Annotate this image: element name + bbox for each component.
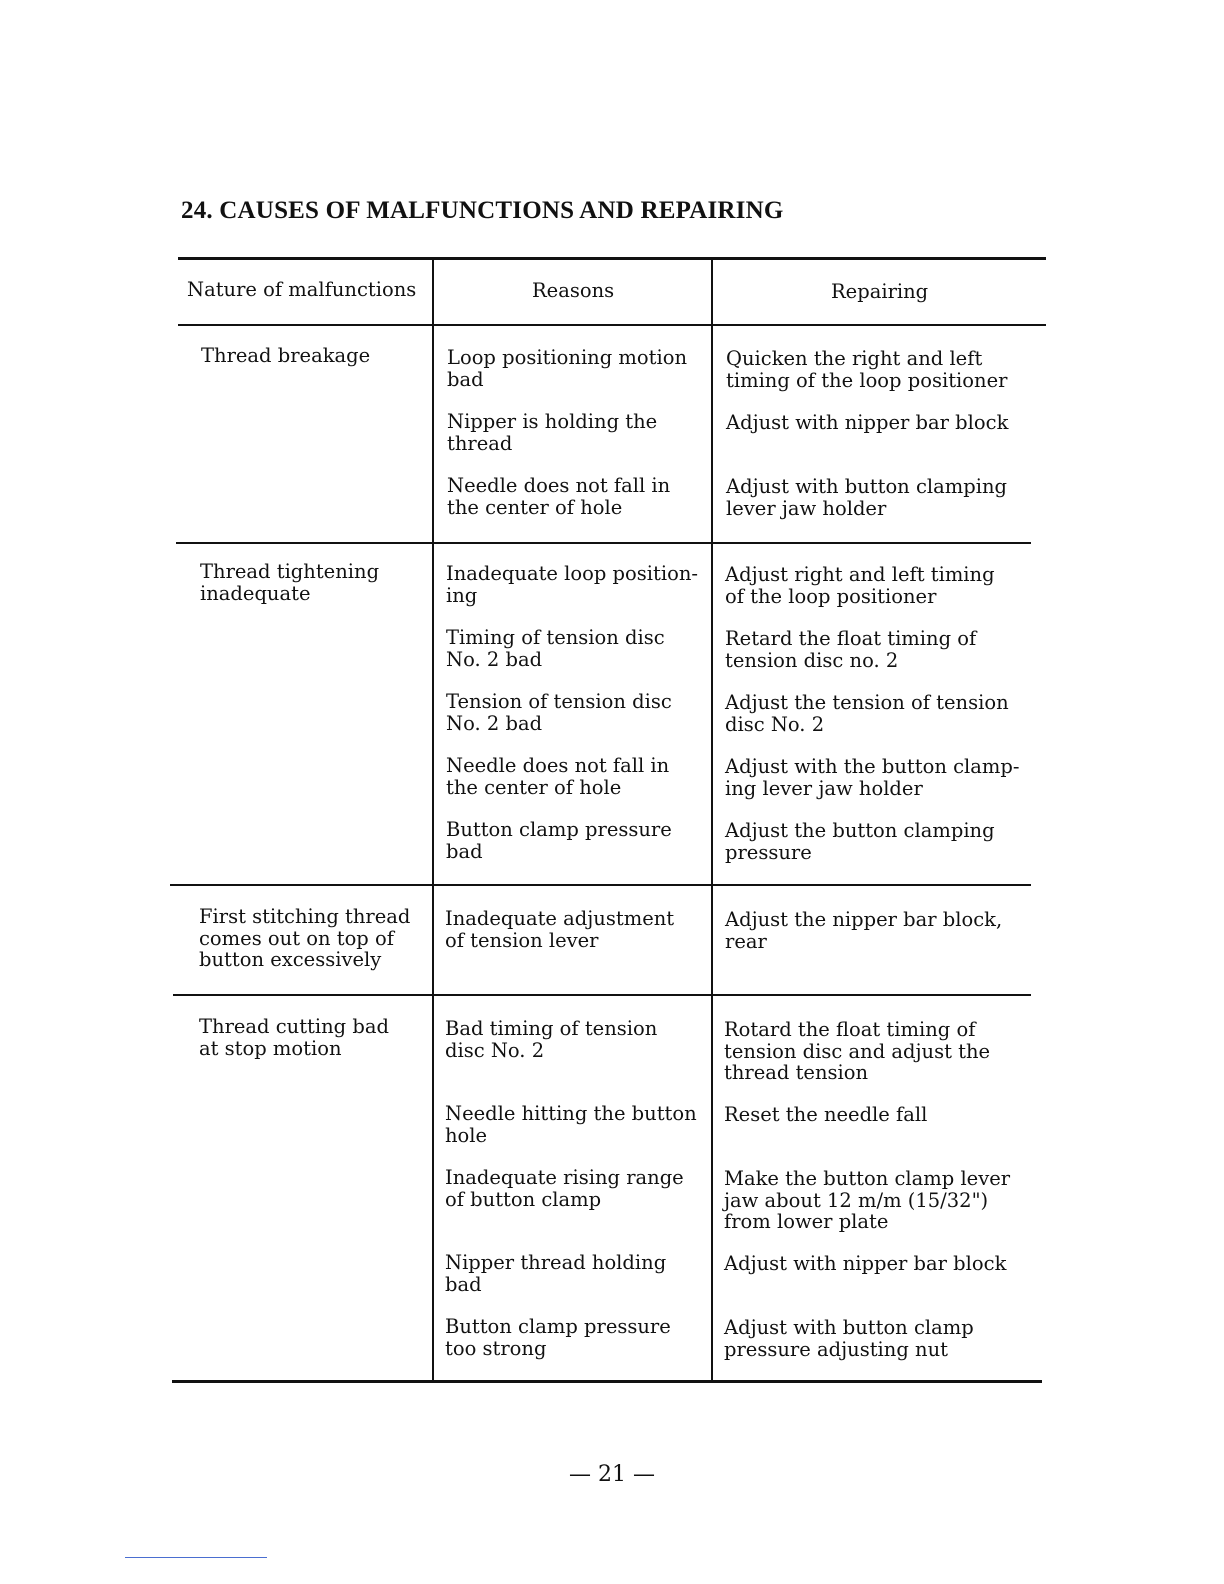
reason-cell: Button clamp pressure bad (446, 818, 672, 863)
group-divider (176, 542, 1031, 544)
repair-cell: Rotard the float timing of tension disc and adjust the thread tension (724, 1018, 991, 1084)
malfunction-cell: First stitching thread comes out on top of button excessively (199, 905, 411, 971)
header-nature: Nature of malfunctions (187, 278, 417, 301)
repair-cell: Adjust right and left timing of the loop positioner (725, 563, 995, 608)
repair-cell: Adjust with button clamping lever jaw holder (726, 475, 1007, 520)
reason-cell: Needle hitting the button hole (445, 1102, 697, 1147)
repair-cell: Retard the float timing of tension disc no. 2 (725, 627, 977, 672)
repair-cell: Adjust the nipper bar block, rear (725, 908, 1003, 953)
repair-cell: Make the button clamp lever jaw about 12 m/m (15/32") from lower plate (724, 1167, 1011, 1233)
repair-cell: Adjust with nipper bar block (726, 411, 1009, 434)
malfunction-cell: Thread breakage (201, 344, 371, 367)
reason-cell: Loop positioning motion bad (447, 346, 688, 391)
repair-cell: Adjust the tension of tension disc No. 2 (725, 691, 1009, 736)
reason-cell: Bad timing of tension disc No. 2 (445, 1017, 658, 1062)
group-divider (170, 884, 1031, 886)
repair-cell: Adjust with button clamp pressure adjusting nut (724, 1316, 974, 1361)
repair-cell: Adjust the button clamping pressure (725, 819, 995, 864)
repair-cell: Adjust with the button clamp- ing lever jaw holder (725, 755, 1020, 800)
column-divider (432, 258, 434, 1381)
section-heading: 24. CAUSES OF MALFUNCTIONS AND REPAIRING (181, 197, 784, 224)
column-divider (711, 258, 713, 1381)
reason-cell: Inadequate adjustment of tension lever (445, 907, 675, 952)
repair-cell: Quicken the right and left timing of the loop positioner (726, 347, 1008, 392)
header-bottom-rule (178, 324, 1046, 326)
reason-cell: Button clamp pressure too strong (445, 1315, 671, 1360)
table-bottom-rule (172, 1380, 1042, 1383)
header-reasons: Reasons (532, 279, 615, 302)
footer-rule (125, 1557, 267, 1558)
group-divider (173, 994, 1031, 996)
reason-cell: Inadequate loop position- ing (446, 562, 698, 607)
page-number: — 21 — (569, 1462, 655, 1487)
reason-cell: Nipper thread holding bad (445, 1251, 667, 1296)
repair-cell: Reset the needle fall (724, 1103, 928, 1126)
table-top-rule (178, 257, 1046, 260)
repair-cell: Adjust with nipper bar block (724, 1252, 1007, 1275)
reason-cell: Needle does not fall in the center of hole (446, 754, 670, 799)
reason-cell: Timing of tension disc No. 2 bad (446, 626, 665, 671)
reason-cell: Nipper is holding the thread (447, 410, 658, 455)
reason-cell: Inadequate rising range of button clamp (445, 1166, 684, 1211)
reason-cell: Tension of tension disc No. 2 bad (446, 690, 672, 735)
header-repairing: Repairing (831, 280, 929, 303)
malfunction-cell: Thread cutting bad at stop motion (199, 1015, 389, 1060)
reason-cell: Needle does not fall in the center of hole (447, 474, 671, 519)
malfunction-cell: Thread tightening inadequate (200, 560, 380, 605)
